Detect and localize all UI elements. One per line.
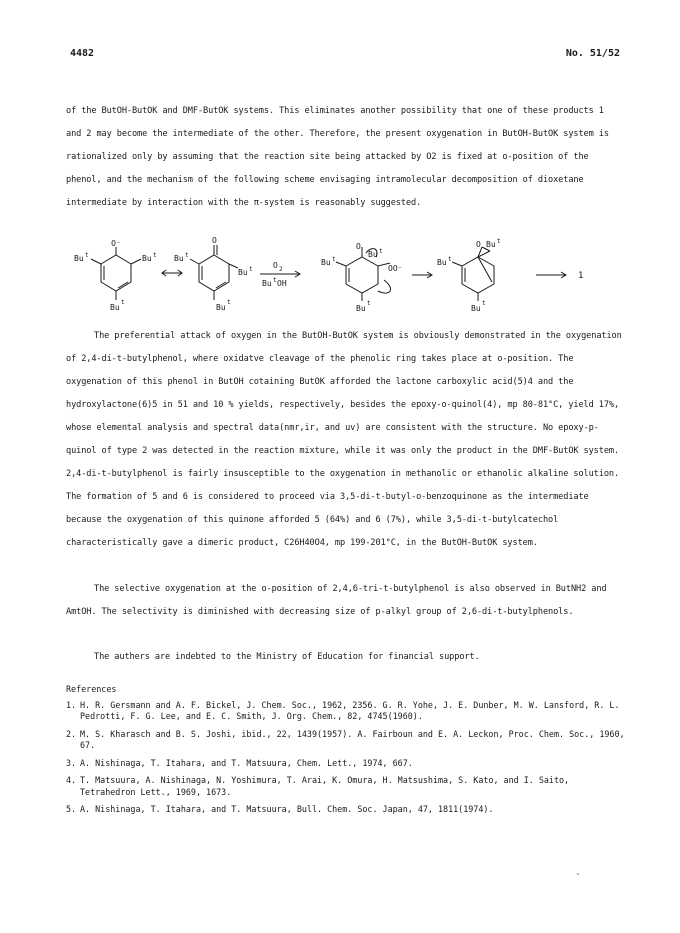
label-t-12: t [482,300,486,307]
label-but-6: Bu [216,303,226,312]
reference-item [66,804,626,816]
label-but-1: Bu [74,254,84,263]
journal-issue-number: No. 51/52 [565,48,620,59]
label-o-peroxide: O [356,242,361,251]
label-o-dienone: O [212,236,217,245]
reference-text: A. Nishinaga, T. Itahara, and T. Matsuura, Bull. Chem. Soc. Japan, 47, 1811(1974). [80,804,494,814]
reference-number: 5. [66,804,77,814]
label-reagent-t: t [273,277,277,284]
reference-item [66,758,626,770]
reference-number: 3. [66,757,77,768]
reference-text: A. Nishinaga, T. Itahara, and T. Matsuura, Chem. Lett., 1974, 667. [80,757,413,768]
label-t-7: t [332,256,336,263]
reference-item [66,775,626,798]
reference-number: 1. [66,699,77,710]
label-but-11: Bu [437,258,447,267]
label-but-10: Bu [486,240,496,249]
paragraph-2-text: The preferential attack of oxygen in the ButOH-ButOK system is obviously demonstrated in the oxygenation of 2,4-di-t-butylphenol, where oxidatve cleavage of the phenolic ring takes place at o-position. The oxygenation of this phenol in ButOH cotaining ButOK afforded the lactone carboxylic acid(5)4 and the hydroxylactone(6)5 in 51 and 10 % yields, respectively, besides the epoxy-o-quinol(4), mp 80-81°C, yield 17%, whose elemental analysis and spectral data(nmr,ir, and uv) are consistent with the structure. No epoxy-p-quinol of type 2 was detected in the reaction mixture, while it was only the product in the DMF-ButOK system. 2,4-di-t-butylphenol is fairly insusceptible to the oxygenation in methanolic or ethanolic alkaline solution. The formation of 5 and 6 is considered to proceed via 3,5-di-t-butyl-o-benzoquinone as the intermediate because the oxygenation of this quinone afforded 5 (64%) and 6 (7%), while 3,5-di-t-butylcatechol characteristically gave a dimeric product, C26H40O4, mp 199-201°C, in the ButOH-ButOK system. [66,331,622,548]
peroxide-intermediate-structure [336,247,391,301]
label-t-1: t [85,252,89,259]
label-but-3: Bu [110,303,120,312]
label-o-dioxetane: O [476,240,481,249]
label-t-5: t [249,266,253,273]
label-but-5: Bu [238,268,248,277]
label-but-2: Bu [142,254,152,263]
label-t-4: t [185,252,189,259]
phenoxide-structure [91,247,141,300]
reference-number: 2. [66,728,77,739]
label-but-8: Bu [368,250,378,259]
paragraph-4 [66,646,622,669]
label-t-2: t [153,252,157,259]
label-but-12: Bu [471,304,481,313]
paragraph-4-text: The authers are indebted to the Ministry of Education for financial support. [94,652,480,662]
reference-item [66,700,626,723]
dioxetane-structure [452,247,494,301]
label-but-7: Bu [321,258,331,267]
resonance-arrow [162,270,182,276]
label-t-6: t [227,299,231,306]
label-but-4: Bu [174,254,184,263]
reference-number: 4. [66,775,77,785]
label-t-3: t [121,299,125,306]
label-product-1: 1 [578,271,584,281]
paragraph-2 [66,325,622,555]
reaction-arrow-2 [412,272,432,278]
label-o2-subscript: 2 [279,266,283,273]
reference-text: H. R. Gersmann and A. F. Bickel, J. Chem. Soc., 1962, 2356. G. R. Yohe, J. E. Dunber, M. W. Lansford, R. L. Pedrotti, F. G. Lee, and E. C. Smith, J. Org. Chem., 82, 4745(1960). [80,699,620,721]
label-t-8: t [379,248,383,255]
label-oo-minus: OO⁻ [388,264,403,273]
paragraph-3 [66,578,622,624]
label-o-minus: O⁻ [111,239,121,248]
references-title: References [66,684,117,694]
label-t-10: t [497,238,501,245]
paragraph-1: of the ButOH-ButOK and DMF-ButOK systems. This eliminates another possibility that one of these products 1 and 2 may become the intermediate of the other. Therefore, the present oxygenation in ButOH-ButOK system is rationalized only by assuming that the reaction site being attacked by O2 is fixed at o-position of the phenol, and the mechanism of the following scheme envisaging intramolecular decomposition of dioxetane intermediate by interaction with the π-system is reasonably suggested. [66,106,609,208]
reference-text: M. S. Kharasch and B. S. Joshi, ibid., 22, 1439(1957). A. Fairboun and E. A. Leckon, Proc. Chem. Soc., 1960, 67. [80,728,625,750]
label-but-9: Bu [356,304,366,313]
scan-speck [577,873,579,875]
label-t-11: t [448,256,452,263]
reference-text: T. Matsuura, A. Nishinaga, N. Yoshimura, T. Arai, K. Omura, H. Matsushima, S. Kato, and I. Saito, Tetrahedron Lett., 1969, 1673. [80,775,570,797]
reaction-arrow-3 [536,272,566,278]
page-number: 4482 [70,48,95,59]
label-o2: O [273,261,278,270]
paragraph-3-text: The selective oxygenation at the o-position of 2,4,6-tri-t-butylphenol is also observed in ButNH2 and AmtOH. The selectivity is diminished with decreasing size of p-alkyl group of 2,6-di-t-butylphenols. [66,584,607,617]
label-reagent-oh: OH [277,279,287,288]
dienone-structure [190,245,238,300]
label-t-9: t [367,300,371,307]
reference-item [66,729,626,752]
label-reagent-bu: Bu [262,279,272,288]
references-section [66,684,626,822]
reaction-scheme [66,235,622,325]
